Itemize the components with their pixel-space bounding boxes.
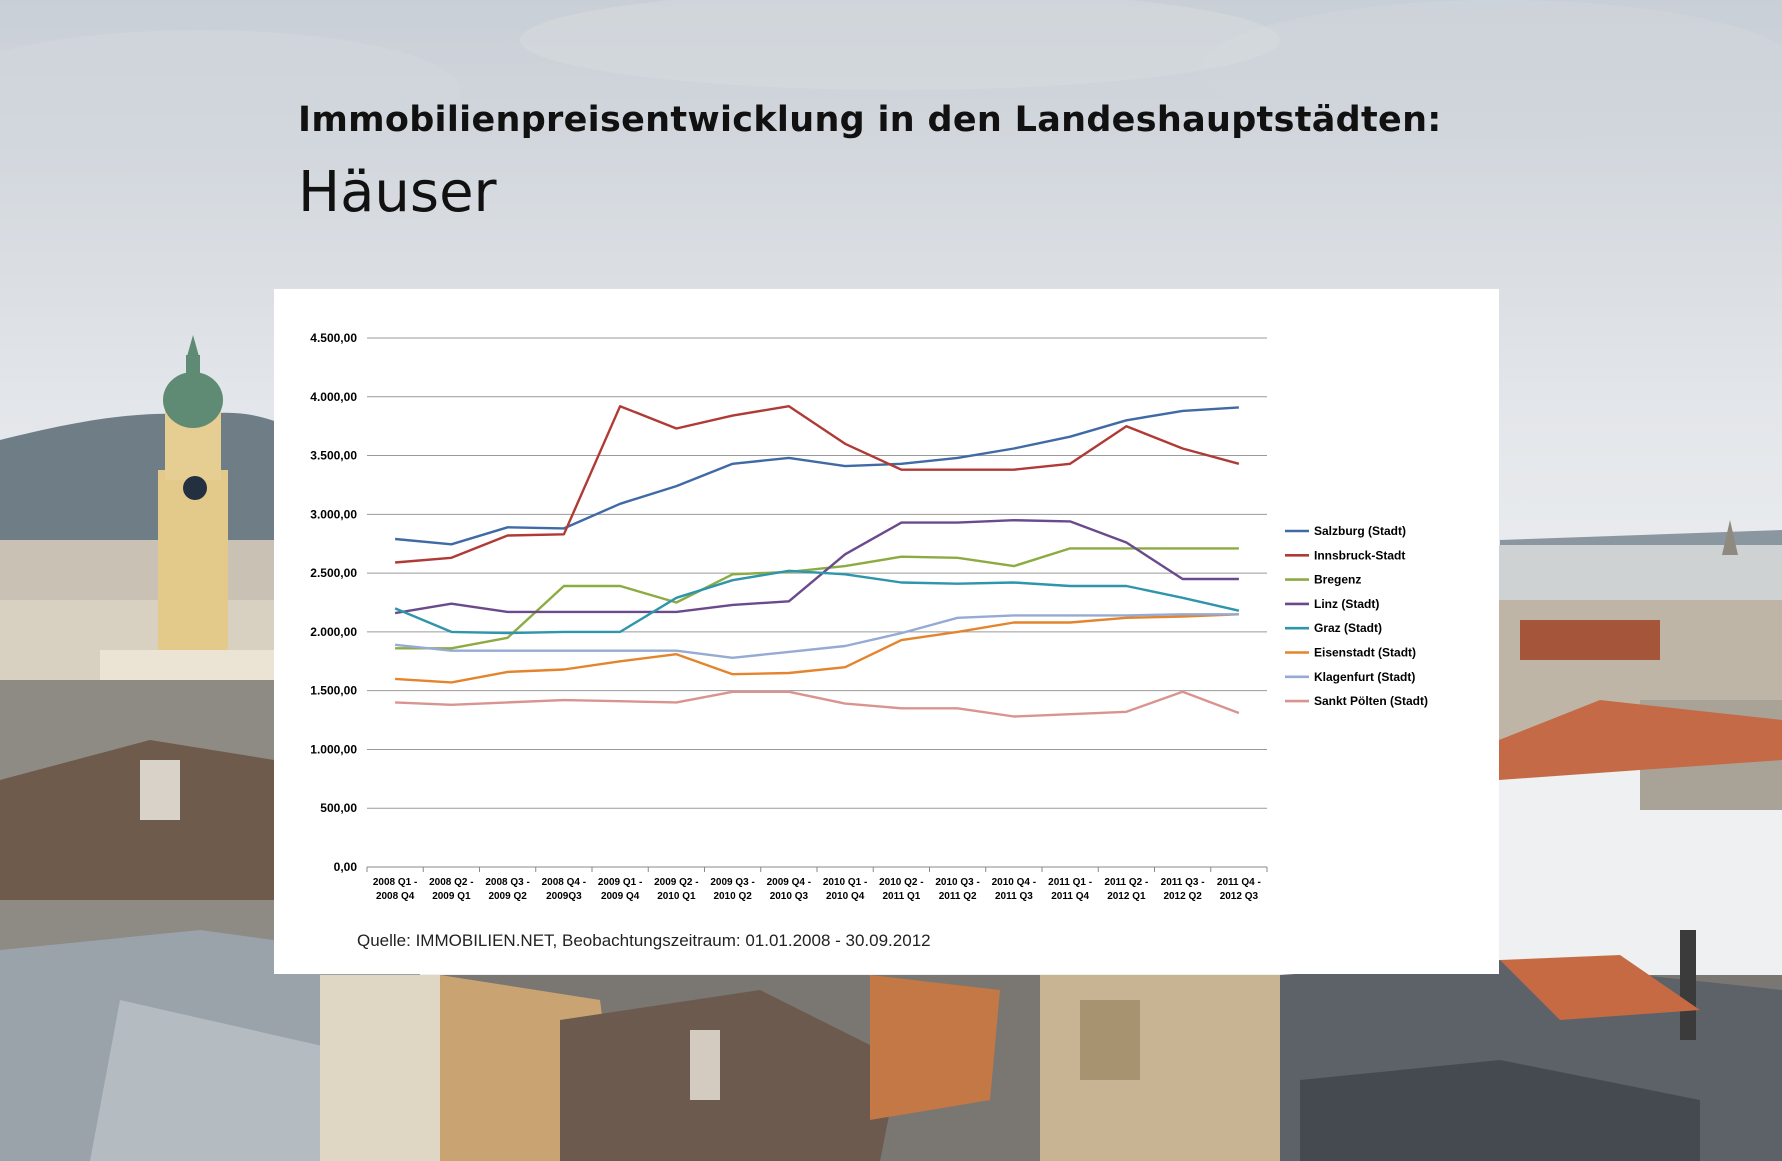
legend-label: Bregenz bbox=[1314, 572, 1362, 587]
y-tick-label: 3.000,00 bbox=[310, 507, 357, 522]
gridlines bbox=[367, 338, 1267, 867]
legend-label: Salzburg (Stadt) bbox=[1314, 524, 1406, 538]
line-chart bbox=[274, 289, 1499, 974]
series-lines bbox=[395, 406, 1239, 716]
legend-label: Linz (Stadt) bbox=[1314, 596, 1380, 611]
y-tick-label: 4.500,00 bbox=[310, 331, 357, 345]
legend-label: Eisenstadt (Stadt) bbox=[1314, 645, 1417, 660]
x-tick-label: 2009 Q1 -2009 Q4 bbox=[597, 877, 643, 902]
x-axis-ticks bbox=[367, 867, 1267, 902]
series-line bbox=[395, 614, 1239, 658]
legend-label: Graz (Stadt) bbox=[1314, 621, 1383, 636]
y-tick-label: 0,00 bbox=[333, 860, 357, 874]
x-tick-label: 2009 Q3 -2010 Q2 bbox=[710, 877, 755, 902]
legend bbox=[1285, 524, 1428, 708]
x-tick-label: 2008 Q3 -2009 Q2 bbox=[485, 877, 530, 902]
y-tick-label: 1.000,00 bbox=[310, 742, 357, 757]
series-line bbox=[395, 692, 1239, 717]
x-tick-label: 2011 Q3 -2012 Q2 bbox=[1160, 877, 1205, 902]
source-note: Quelle: IMMOBILIEN.NET, Beobachtungszeitraum: 01.01.2008 - 30.09.2012 bbox=[357, 931, 931, 950]
y-tick-label: 500,00 bbox=[320, 801, 357, 816]
x-tick-label: 2011 Q4 -2012 Q3 bbox=[1216, 877, 1261, 902]
x-tick-label: 2008 Q2 -2009 Q1 bbox=[429, 877, 474, 902]
x-tick-label: 2011 Q1 -2011 Q4 bbox=[1048, 877, 1093, 902]
x-tick-label: 2010 Q2 -2011 Q1 bbox=[879, 877, 924, 902]
y-tick-label: 1.500,00 bbox=[310, 683, 357, 698]
x-tick-label: 2008 Q4 -2009Q3 bbox=[541, 877, 587, 902]
y-tick-label: 2.500,00 bbox=[310, 566, 357, 581]
legend-label: Klagenfurt (Stadt) bbox=[1314, 669, 1416, 684]
y-tick-label: 2.000,00 bbox=[310, 624, 357, 639]
y-axis-ticks bbox=[310, 331, 357, 874]
y-tick-label: 3.500,00 bbox=[310, 448, 357, 463]
chart-card bbox=[274, 289, 1499, 974]
page-title: Immobilienpreisentwicklung in den Landeshauptstädten: bbox=[298, 100, 1442, 140]
x-tick-label: 2009 Q4 -2010 Q3 bbox=[766, 877, 812, 902]
x-tick-label: 2010 Q4 -2011 Q3 bbox=[991, 877, 1037, 902]
legend-label: Innsbruck-Stadt bbox=[1314, 548, 1406, 563]
x-tick-label: 2009 Q2 -2010 Q1 bbox=[654, 877, 699, 902]
x-tick-label: 2010 Q1 -2010 Q4 bbox=[822, 877, 868, 902]
series-line bbox=[395, 406, 1239, 562]
x-tick-label: 2011 Q2 -2012 Q1 bbox=[1104, 877, 1149, 902]
legend-label: Sankt Pölten (Stadt) bbox=[1314, 694, 1429, 709]
x-tick-label: 2010 Q3 -2011 Q2 bbox=[935, 877, 980, 902]
y-tick-label: 4.000,00 bbox=[310, 389, 357, 404]
page-subtitle: Häuser bbox=[298, 160, 497, 225]
x-tick-label: 2008 Q1 -2008 Q4 bbox=[372, 877, 418, 902]
series-line bbox=[395, 407, 1239, 544]
